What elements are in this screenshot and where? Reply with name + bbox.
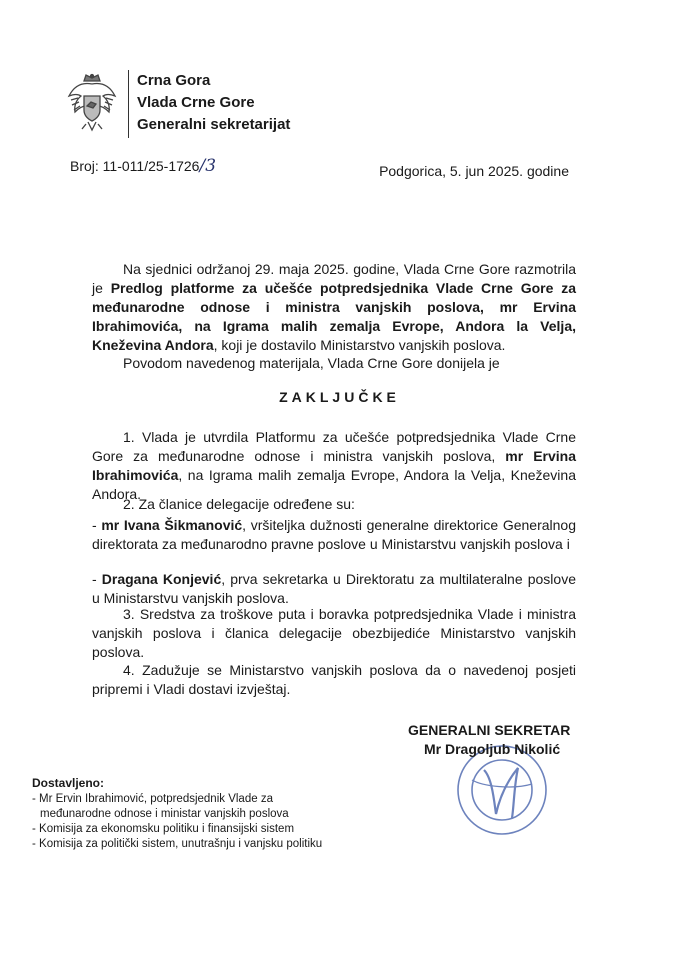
reference-label: Broj: 11-011/25-1726 <box>70 158 200 174</box>
intro-text-1: Na sjednici održanoj 29. maja 2025. godine, Vlada Crne Gore razmotrila je <box>92 261 576 296</box>
intro-bold-title: Predlog platforme za učešće potpredsjednika Vlade Crne Gore za međunarodne odnose i ministra vanjskih poslova, mr Ervina Ibrahimovića, na Igrama malih zemalja Evrope, Andora la Velja, Kneževina Andora <box>92 280 576 353</box>
intro-text-2: , koji je dostavilo Ministarstvo vanjskih poslova. <box>213 337 506 353</box>
distribution-item: međunarodne odnose i ministar vanjskih poslova <box>40 808 289 820</box>
member-1-role: , vršiteljka dužnosti generalne direktorice Generalnog direktorata za međunarodno pravne poslove u Ministarstvu vanjskih poslova i <box>92 517 576 552</box>
distribution-title: Dostavljeno: <box>32 776 105 790</box>
delegation-member-1 <box>92 516 576 554</box>
document-date: Podgorica, 5. jun 2025. godine <box>379 163 569 179</box>
conclusion-1-text-a: 1. Vlada je utvrdila Platformu za učešće potpredsjednika Vlade Crne Gore za međunarodne odnose i ministra vanjskih poslova, <box>92 429 576 464</box>
distribution-list <box>32 792 322 852</box>
reference-handwritten-suffix: /3 <box>199 156 217 176</box>
distribution-item: - Mr Ervin Ibrahimović, potpredsjednik Vlade za <box>32 793 273 805</box>
reference-number <box>70 156 216 176</box>
distribution-item: - Komisija za politički sistem, unutrašnju i vanjsku politiku <box>32 838 323 850</box>
signatory-title: GENERALNI SEKRETAR <box>408 722 571 738</box>
intro-paragraph <box>92 260 576 355</box>
conclusion-2-heading: 2. Za članice delegacije određene su: <box>123 496 355 512</box>
country-name: Crna Gora <box>137 72 211 89</box>
dash-marker: - <box>92 517 102 533</box>
member-1-name: mr Ivana Šikmanović <box>101 517 243 533</box>
decision-lead-in: Povodom navedenog materijala, Vlada Crne Gore donijela je <box>123 355 500 371</box>
montenegro-coat-of-arms-icon <box>66 72 118 132</box>
issuer-header <box>137 70 290 136</box>
dash-marker: - <box>92 571 102 587</box>
secretariat-name: Generalni sekretarijat <box>137 116 291 133</box>
member-2-name: Dragana Konjević <box>101 571 222 587</box>
member-2-role: , prva sekretarka u Direktoratu za multilateralne poslove u Ministarstvu vanjskih poslova. <box>92 571 576 606</box>
distribution-item: - Komisija za ekonomsku politiku i finansijski sistem <box>32 823 295 835</box>
conclusions-heading: ZAKLJUČKE <box>279 389 400 405</box>
conclusion-3: 3. Sredstva za troškove puta i boravka potpredsjednika Vlade i ministra vanjskih poslova i članica delegacije obezbijediće Ministarstvo vanjskih poslova. <box>92 606 576 660</box>
header-divider <box>128 70 129 138</box>
conclusion-1 <box>92 428 576 504</box>
delegation-member-2 <box>92 570 576 608</box>
conclusion-1-bold-name: mr Ervina Ibrahimovića <box>92 448 577 483</box>
signatory-name: Mr Dragoljub Nikolić <box>424 741 561 757</box>
conclusion-1-text-b: , na Igrama malih zemalja Evrope, Andora la Velja, Kneževina Andora. <box>92 467 576 502</box>
conclusion-4: 4. Zadužuje se Ministarstvo vanjskih poslova da o navedenoj posjeti pripremi i Vladi dostavi izvještaj. <box>92 662 576 697</box>
government-name: Vlada Crne Gore <box>137 94 255 111</box>
